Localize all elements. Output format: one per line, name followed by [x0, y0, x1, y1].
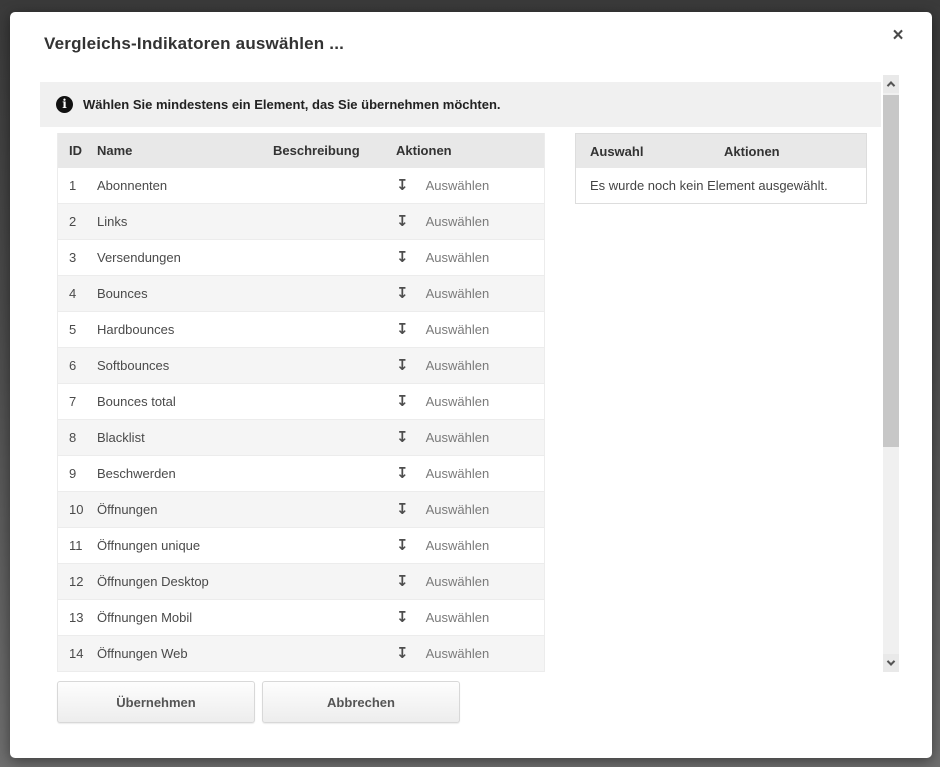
select-action-icon[interactable]: ↧: [396, 284, 409, 302]
select-action-icon[interactable]: ↧: [396, 464, 409, 482]
select-action-label[interactable]: Auswählen: [425, 646, 490, 661]
select-action-icon[interactable]: ↧: [396, 248, 409, 266]
table-row: [58, 276, 544, 312]
row-name: Öffnungen Web: [97, 646, 188, 661]
col-header-selection: Auswahl: [590, 143, 644, 159]
indicator-table-body: [58, 168, 544, 672]
table-row: [58, 564, 544, 600]
table-row: [58, 600, 544, 636]
info-bar: [40, 82, 881, 127]
row-name: Öffnungen Desktop: [97, 574, 209, 589]
row-id: 4: [69, 286, 77, 301]
close-icon[interactable]: ×: [892, 25, 904, 46]
select-action-label[interactable]: Auswählen: [425, 574, 490, 589]
selection-empty-message: Es wurde noch kein Element ausgewählt.: [590, 178, 828, 193]
row-id: 1: [69, 178, 77, 193]
select-action-label[interactable]: Auswählen: [425, 214, 490, 229]
table-row: [58, 420, 544, 456]
select-action-icon[interactable]: ↧: [396, 392, 409, 410]
select-action-icon[interactable]: ↧: [396, 572, 409, 590]
select-action-icon[interactable]: ↧: [396, 500, 409, 518]
table-row: [58, 348, 544, 384]
select-action-label[interactable]: Auswählen: [425, 394, 490, 409]
select-action-icon[interactable]: ↧: [396, 320, 409, 338]
select-action-label[interactable]: Auswählen: [425, 502, 490, 517]
row-actions-cell: [396, 394, 544, 409]
chevron-up-icon: [887, 81, 895, 89]
row-id: 2: [69, 214, 77, 229]
table-row: [58, 492, 544, 528]
table-row: [58, 204, 544, 240]
selection-panel-header: [576, 134, 866, 168]
cancel-button[interactable]: Abbrechen: [262, 681, 460, 723]
select-action-icon[interactable]: ↧: [396, 428, 409, 446]
row-actions-cell: [396, 358, 544, 373]
col-header-name: Name: [97, 143, 133, 158]
chevron-down-icon: [887, 657, 895, 665]
scroll-down-button[interactable]: [883, 654, 899, 672]
row-id: 12: [69, 574, 84, 589]
row-actions-cell: [396, 574, 544, 589]
indicator-table: [57, 133, 545, 672]
row-name: Versendungen: [97, 250, 181, 265]
select-action-label[interactable]: Auswählen: [425, 286, 490, 301]
row-name: Öffnungen unique: [97, 538, 201, 553]
row-name: Bounces: [97, 286, 148, 301]
row-name: Beschwerden: [97, 466, 176, 481]
row-actions-cell: [396, 466, 544, 481]
selection-panel: [575, 133, 867, 204]
table-row: [58, 456, 544, 492]
row-id: 3: [69, 250, 77, 265]
table-row: [58, 636, 544, 672]
row-name: Softbounces: [97, 358, 170, 373]
info-icon: i: [56, 96, 73, 113]
indicator-table-header: [58, 133, 544, 168]
row-actions-cell: [396, 178, 544, 193]
row-actions-cell: [396, 250, 544, 265]
row-name: Öffnungen: [97, 502, 158, 517]
dialog-title: Vergleichs-Indikatoren auswählen ...: [44, 34, 345, 53]
row-name: Hardbounces: [97, 322, 175, 337]
table-row: [58, 312, 544, 348]
row-name: Links: [97, 214, 128, 229]
col-header-actions: Aktionen: [396, 143, 452, 158]
row-actions-cell: [396, 286, 544, 301]
select-action-label[interactable]: Auswählen: [425, 610, 490, 625]
select-action-label[interactable]: Auswählen: [425, 430, 490, 445]
select-indicators-dialog: [10, 12, 932, 758]
row-actions-cell: [396, 610, 544, 625]
scrollbar-thumb[interactable]: [883, 95, 899, 447]
row-actions-cell: [396, 430, 544, 445]
row-id: 7: [69, 394, 77, 409]
selection-empty-row: [576, 168, 866, 203]
row-id: 10: [69, 502, 84, 517]
scroll-up-button[interactable]: [883, 75, 899, 93]
row-name: Öffnungen Mobil: [97, 610, 193, 625]
row-name: Blacklist: [97, 430, 145, 445]
col-header-selection-actions: Aktionen: [724, 143, 780, 159]
row-id: 6: [69, 358, 77, 373]
select-action-label[interactable]: Auswählen: [425, 466, 490, 481]
table-row: [58, 168, 544, 204]
col-header-description: Beschreibung: [273, 143, 360, 158]
row-actions-cell: [396, 214, 544, 229]
select-action-icon[interactable]: ↧: [396, 608, 409, 626]
row-name: Bounces total: [97, 394, 176, 409]
table-row: [58, 384, 544, 420]
apply-button[interactable]: Übernehmen: [57, 681, 255, 723]
info-message: Wählen Sie mindestens ein Element, das Sie übernehmen möchten.: [83, 97, 501, 112]
select-action-icon[interactable]: ↧: [396, 176, 409, 194]
select-action-label[interactable]: Auswählen: [425, 322, 490, 337]
table-row: [58, 528, 544, 564]
select-action-label[interactable]: Auswählen: [425, 178, 490, 193]
row-id: 8: [69, 430, 77, 445]
row-id: 9: [69, 466, 77, 481]
select-action-icon[interactable]: ↧: [396, 536, 409, 554]
row-id: 5: [69, 322, 77, 337]
row-actions-cell: [396, 646, 544, 661]
row-id: 11: [69, 538, 83, 553]
row-id: 13: [69, 610, 84, 625]
row-name: Abonnenten: [97, 178, 168, 193]
col-header-id: ID: [69, 143, 82, 158]
row-actions-cell: [396, 502, 544, 517]
select-action-label[interactable]: Auswählen: [425, 538, 490, 553]
row-actions-cell: [396, 322, 544, 337]
select-action-label[interactable]: Auswählen: [425, 250, 490, 265]
row-actions-cell: [396, 538, 544, 553]
row-id: 14: [69, 646, 84, 661]
select-action-icon[interactable]: ↧: [396, 356, 409, 374]
vertical-scrollbar[interactable]: [883, 75, 899, 672]
select-action-icon[interactable]: ↧: [396, 212, 409, 230]
select-action-icon[interactable]: ↧: [396, 644, 409, 662]
table-row: [58, 240, 544, 276]
select-action-label[interactable]: Auswählen: [425, 358, 490, 373]
